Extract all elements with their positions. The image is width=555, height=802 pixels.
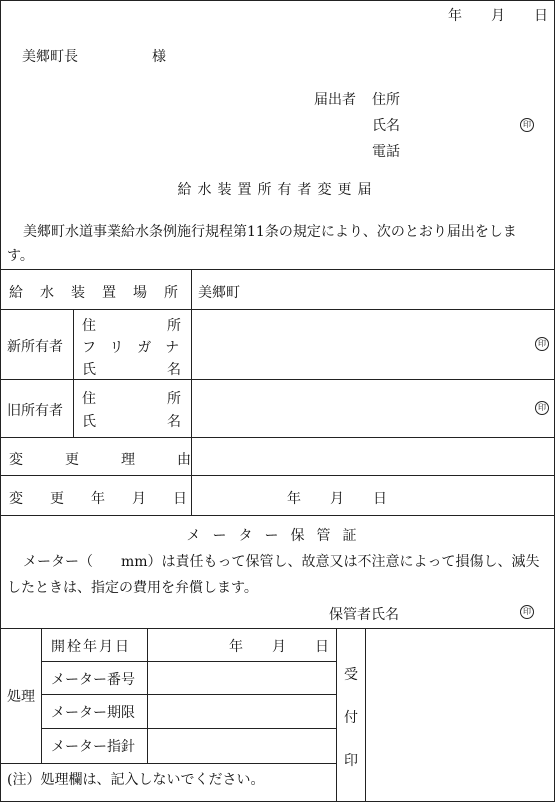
stamp-char: 付 (344, 710, 358, 726)
applicant-name-label: 氏名 (372, 118, 400, 134)
change-date-month: 月 (330, 491, 344, 507)
rule (1, 269, 554, 270)
rule (1, 437, 554, 438)
change-date-label: 変更年月日 (9, 491, 214, 507)
seal-mark: 印 (520, 605, 534, 619)
processing-row-label: メーター番号 (51, 672, 135, 688)
change-date-year: 年 (287, 491, 301, 507)
new-owner-row-label: フリガナ (82, 340, 194, 356)
location-label (9, 282, 195, 302)
addressee: 美郷町長 (22, 49, 78, 65)
processing-row-label: 開栓年月日 (51, 639, 131, 655)
note: (注）処理欄は、記入しないでください。 (7, 772, 265, 788)
applicant-address-label: 住所 (372, 92, 400, 108)
processing-row-label: メーター指針 (51, 739, 135, 755)
rule (1, 763, 336, 764)
meter-text-line-2: したときは、指定の費用を弁償します。 (7, 580, 258, 596)
applicant-label: 届出者 (314, 92, 356, 108)
new-owner-label: 新所有者 (7, 339, 63, 355)
seal-mark: 印 (520, 118, 534, 132)
new-owner-row-label: 氏名 (82, 362, 252, 378)
open-date-month: 月 (272, 639, 286, 655)
keeper-label: 保管者氏名 (329, 607, 399, 623)
date-day: 日 (534, 8, 548, 24)
processing-row-label: メーター期限 (51, 705, 135, 721)
location-value: 美郷町 (198, 285, 240, 301)
intro-line-2: す。 (7, 248, 34, 264)
rule (41, 661, 336, 662)
sama: 様 (152, 49, 166, 65)
rule (41, 628, 42, 763)
intro-line-1: 美郷町水道事業給水条例施行規程第11条の規定により、次のとおり届出をしま (23, 224, 517, 240)
open-date-day: 日 (315, 639, 329, 655)
rule (1, 515, 554, 516)
rule (1, 628, 554, 629)
open-date-year: 年 (229, 639, 243, 655)
old-owner-row-label: 住所 (82, 391, 252, 407)
rule (365, 628, 366, 801)
rule (73, 309, 74, 437)
seal-mark: 印 (535, 337, 549, 351)
rule (41, 694, 336, 695)
rule (1, 379, 554, 380)
applicant-phone-label: 電話 (372, 144, 400, 160)
date-year: 年 (448, 8, 462, 24)
stamp-char: 印 (344, 753, 358, 769)
processing-label: 処理 (7, 689, 35, 705)
new-owner-row-label: 住所 (82, 318, 252, 334)
new-owner-row (82, 315, 252, 335)
date-month: 月 (491, 8, 505, 24)
reason-label: 変更理由 (9, 452, 233, 468)
stamp-char: 受 (344, 667, 358, 683)
old-owner-label: 旧所有者 (7, 403, 63, 419)
seal-mark: 印 (535, 401, 549, 415)
rule (336, 628, 337, 801)
meter-text-line-1: メーター（ mm）は責任もって保管し、故意又は不注意によって損傷し、滅失 (23, 554, 540, 570)
location-label-text: 給水装置場所 (9, 285, 195, 301)
rule (41, 728, 336, 729)
meter-title: メーター保管証 (186, 528, 369, 544)
rule (1, 475, 554, 476)
form-title: 給水装置所有者変更届 (177, 182, 378, 198)
change-date-day: 日 (373, 491, 387, 507)
old-owner-row-label: 氏名 (82, 414, 252, 430)
rule (147, 628, 148, 763)
rule (1, 309, 554, 310)
